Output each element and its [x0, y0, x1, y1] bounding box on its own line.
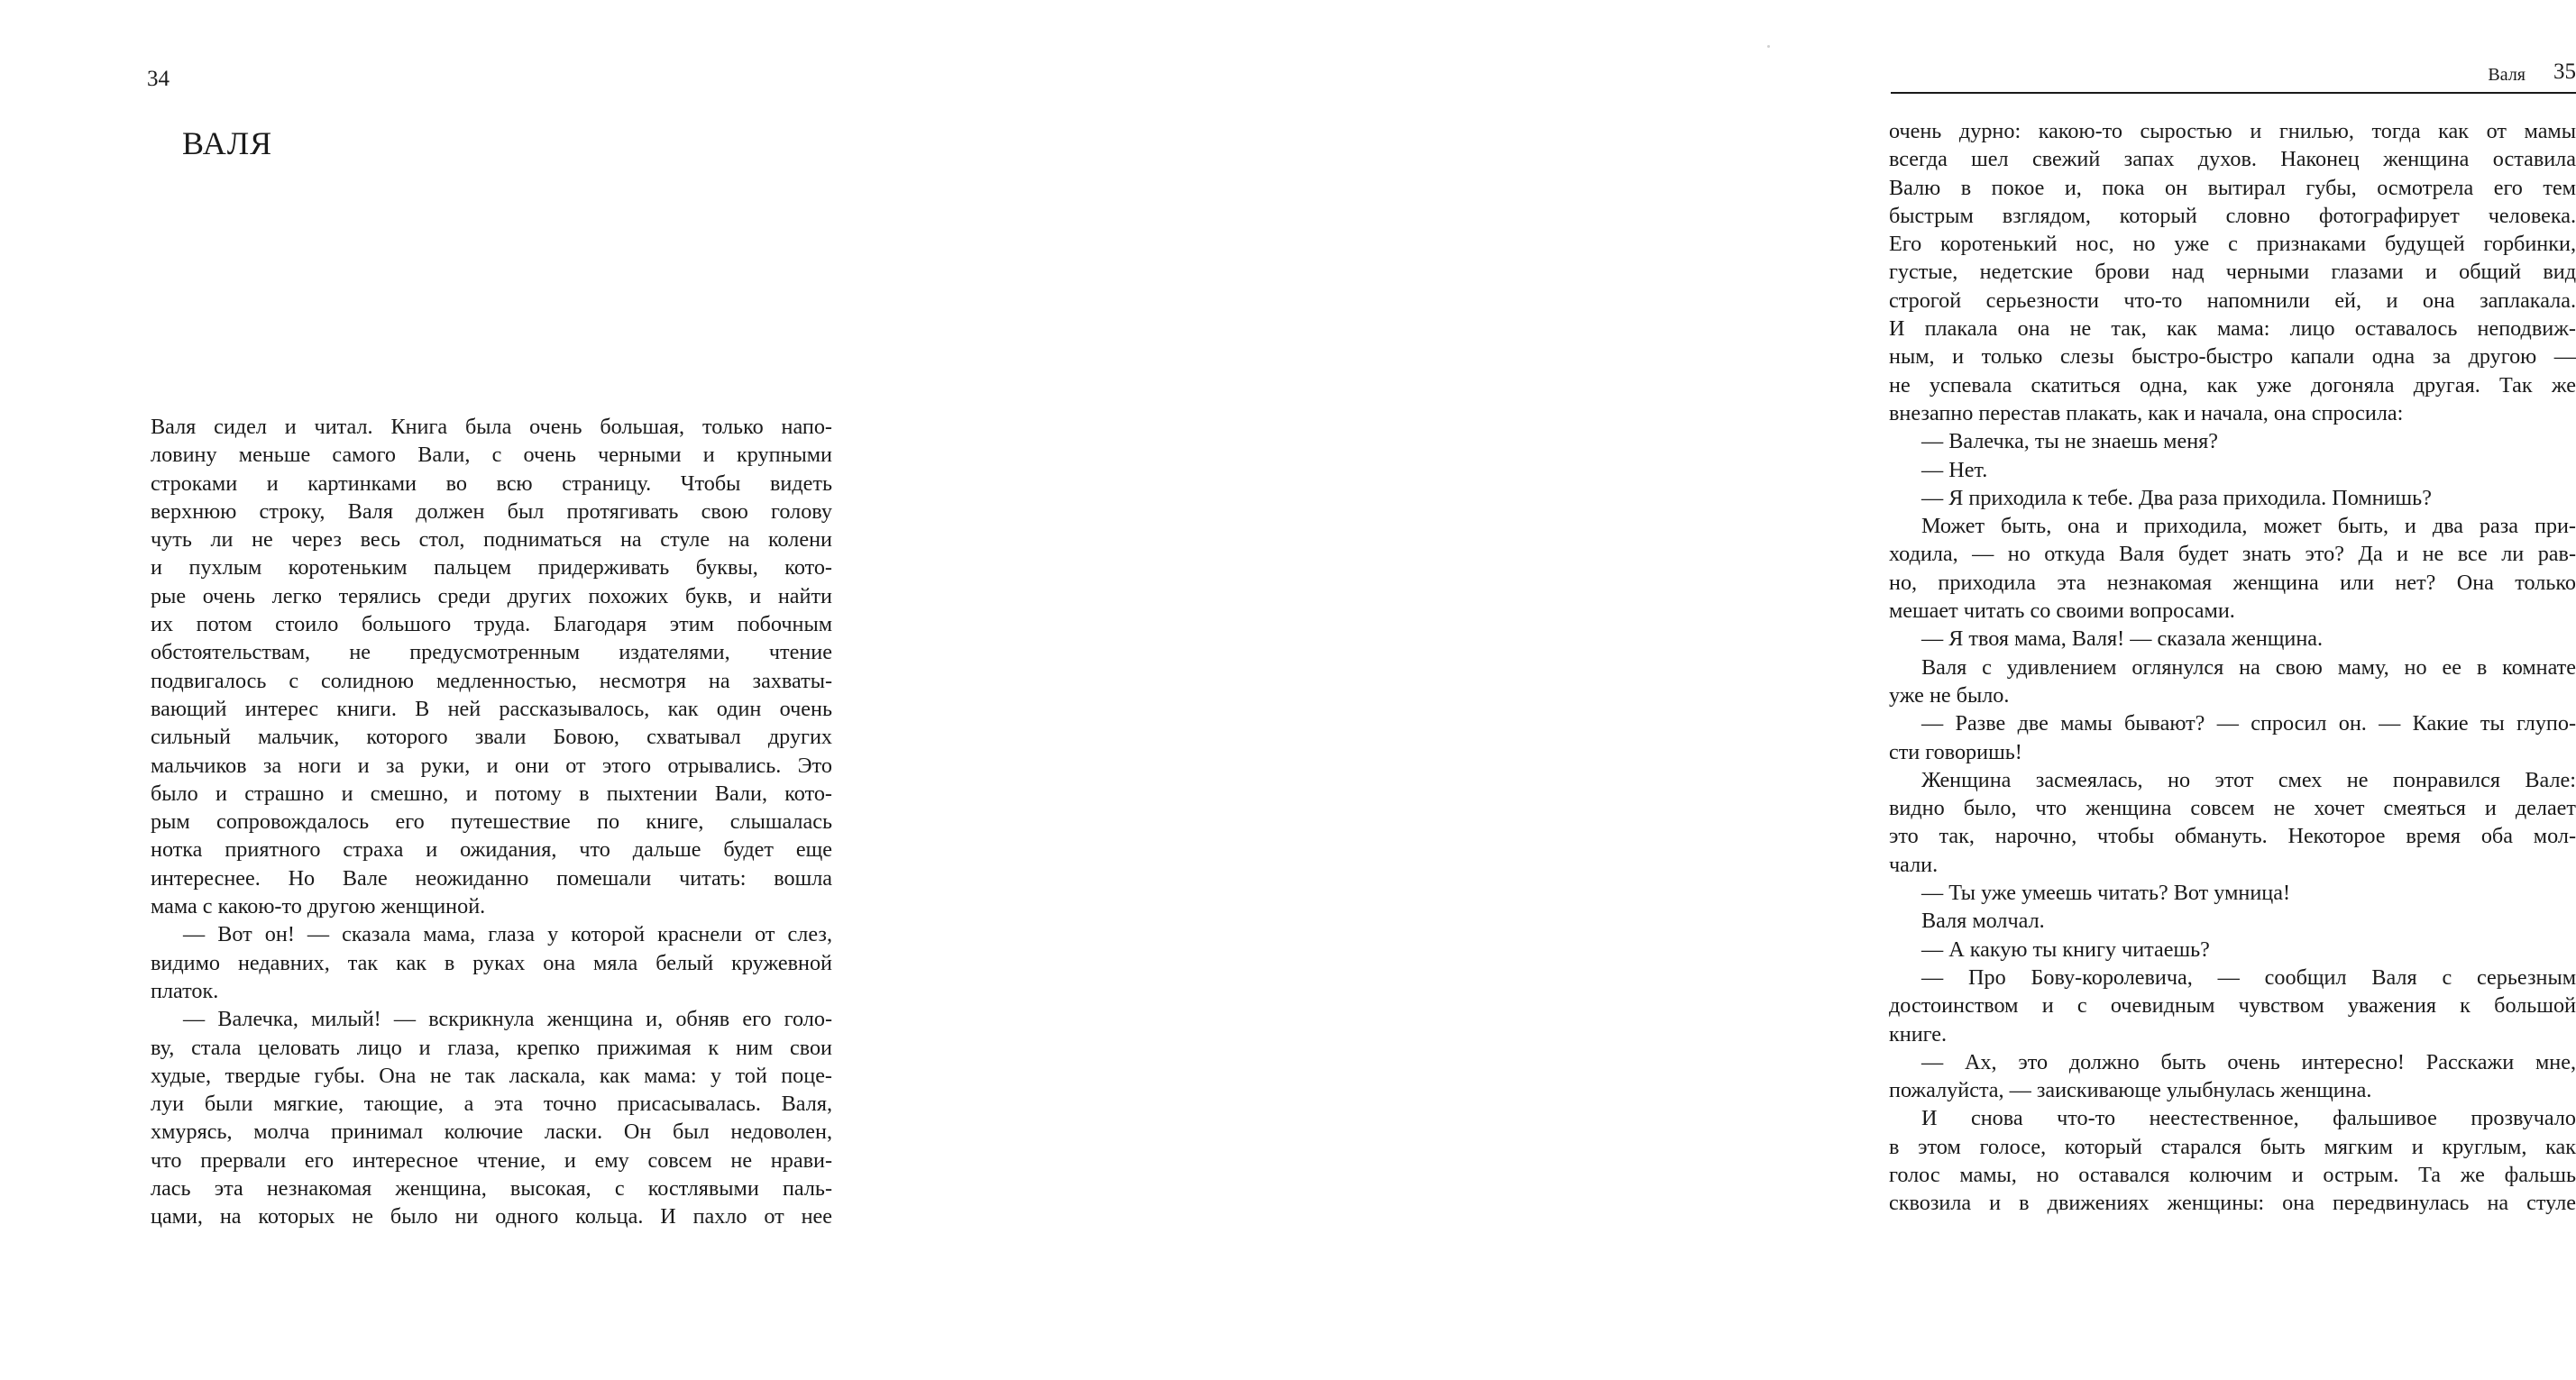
text-line: это так, нарочно, чтобы обмануть. Некоторое время оба мол-	[1889, 824, 2576, 849]
left-page	[0, 0, 902, 1380]
page-number: 35	[2553, 59, 2576, 84]
text-line: Может быть, она и приходила, может быть, и два раза при-	[1921, 514, 2576, 539]
text-line: — А какую ты книгу читаешь?	[1921, 937, 2210, 962]
text-line: — Разве две мамы бывают? — спросил он. — Какие ты глупо-	[1921, 711, 2576, 736]
text-line: ву, стала целовать лицо и глаза, крепко прижимая к ним свои	[151, 1035, 832, 1060]
text-line: чали.	[1889, 852, 1939, 877]
text-line: внезапно перестав плакать, как и начала, она спросила:	[1889, 400, 2404, 425]
text-line: худые, твердые губы. Она не так ласкала, как мама: у той поце-	[151, 1063, 832, 1088]
text-line: пожалуйста, — заискивающе улыбнулась женщина.	[1889, 1078, 2372, 1103]
text-line: Валя сидел и читал. Книга была очень большая, только напо-	[151, 415, 832, 439]
text-line: строгой серьезности что-то напомнили ей, и она заплакала.	[1889, 288, 2576, 313]
text-line: цами, на которых не было ни одного кольца. И пахло от нее	[151, 1204, 832, 1229]
text-line: нотка приятного страха и ожидания, что дальше будет еще	[151, 837, 832, 863]
running-head-title: Валя	[2488, 65, 2526, 85]
text-line: Его коротенький нос, но уже с признаками будущей горбинки,	[1889, 232, 2576, 257]
text-line: но, приходила эта незнакомая женщина или нет? Она только	[1889, 570, 2576, 595]
right-page-body-text	[1889, 117, 2576, 1218]
text-line: верхнюю строку, Валя должен был протягивать свою голову	[151, 498, 832, 524]
text-line: и пухлым коротеньким пальцем придерживать буквы, кото-	[151, 555, 832, 580]
text-line: И снова что-то неестественное, фальшивое прозвучало	[1921, 1106, 2576, 1131]
text-line: — Я приходила к тебе. Два раза приходила. Помнишь?	[1921, 485, 2432, 510]
text-line: — Валечка, ты не знаешь меня?	[1921, 429, 2219, 454]
text-line: сквозила и в движениях женщины: она передвинулась на стуле	[1889, 1191, 2576, 1216]
text-line: ловину меньше самого Вали, с очень черными и крупными	[151, 443, 832, 468]
text-line: видимо недавних, так как в руках она мяла белый кружевной	[151, 950, 832, 975]
text-line: ходила, — но откуда Валя будет знать это? Да и не все ли рав-	[1889, 542, 2576, 567]
text-line: чуть ли не через весь стол, подниматься на стуле на колени	[151, 527, 832, 553]
text-line: интереснее. Но Вале неожиданно помешали читать: вошла	[151, 865, 832, 891]
text-line: луи были мягкие, тающие, а эта точно присасывалась. Валя,	[151, 1092, 832, 1117]
text-line: Валя молчал.	[1921, 909, 2045, 934]
text-line: в этом голосе, который старался быть мягким и круглым, как	[1889, 1134, 2576, 1159]
text-line: книге.	[1889, 1021, 1948, 1046]
text-line: видно было, что женщина совсем не хочет смеяться и делает	[1889, 796, 2576, 821]
text-line: голос мамы, но оставался колючим и острым. Та же фальшь	[1889, 1162, 2576, 1187]
text-line: было и страшно и смешно, и потому в пыхтении Вали, кото-	[151, 781, 832, 806]
text-line: мама с какою-то другою женщиной.	[151, 894, 486, 919]
text-line: рым сопровождалось его путешествие по книге, слышалась	[151, 809, 832, 835]
left-page-body-text	[151, 413, 832, 1231]
text-line: их потом стоило большого труда. Благодаря этим побочным	[151, 612, 832, 637]
right-page	[902, 0, 2576, 1380]
text-line: мешает читать со своими вопросами.	[1889, 599, 2235, 624]
text-line: уже не было.	[1889, 682, 2010, 708]
text-line: вающий интерес книги. В ней рассказывалось, как один очень	[151, 696, 832, 721]
text-line: — Я твоя мама, Валя! — сказала женщина.	[1921, 626, 2324, 652]
page-number: 34	[147, 67, 170, 91]
text-line: лась эта незнакомая женщина, высокая, с костлявыми паль-	[151, 1176, 832, 1202]
text-line: строками и картинками во всю страницу. Чтобы видеть	[151, 471, 832, 496]
scan-speck	[1767, 45, 1770, 48]
text-line: рые очень легко терялись среди других похожих букв, и найти	[151, 583, 832, 608]
running-head	[1891, 56, 2576, 94]
text-line: густые, недетские брови над черными глазами и общий вид	[1889, 260, 2576, 285]
text-line: достоинством и с очевидным чувством уважения к большой	[1889, 993, 2576, 1019]
text-line: очень дурно: какою-то сыростью и гнилью, тогда как от мамы	[1889, 119, 2576, 143]
chapter-title: ВАЛЯ	[182, 125, 273, 161]
text-line: сти говоришь!	[1889, 739, 2022, 764]
text-line: мальчиков за ноги и за руки, и они от этого отрывались. Это	[151, 753, 832, 778]
text-line: что прервали его интересное чтение, и ему совсем не нрави-	[151, 1147, 832, 1173]
text-line: быстрым взглядом, который словно фотографирует человека.	[1889, 203, 2576, 228]
text-line: обстоятельствам, не предусмотренным издателями, чтение	[151, 640, 832, 665]
text-line: ным, и только слезы быстро-быстро капали одна за другою —	[1889, 344, 2576, 370]
text-line: — Валечка, милый! — вскрикнула женщина и, обняв его голо-	[183, 1007, 832, 1032]
text-line: подвигалось с солидною медленностью, несмотря на захваты-	[151, 668, 832, 693]
text-line: — Про Бову-королевича, — сообщил Валя с серьезным	[1921, 964, 2576, 990]
text-line: Валю в покое и, пока он вытирал губы, осмотрела его тем	[1889, 175, 2576, 200]
text-line: — Нет.	[1921, 457, 1988, 482]
text-line: Валя с удивлением оглянулся на свою маму, но ее в комнате	[1921, 654, 2576, 680]
text-line: хмурясь, молча принимал колючие ласки. Он был недоволен,	[151, 1120, 832, 1145]
text-line: платок.	[151, 978, 219, 1003]
text-line: Женщина засмеялась, но этот смех не понравился Вале:	[1921, 767, 2576, 792]
text-line: не успевала скатиться одна, как уже догоняла другая. Так же	[1889, 372, 2576, 398]
text-line: всегда шел свежий запах духов. Наконец женщина оставила	[1889, 147, 2576, 172]
text-line: — Ах, это должно быть очень интересно! Расскажи мне,	[1921, 1049, 2576, 1074]
text-line: И плакала она не так, как мама: лицо оставалось неподвиж-	[1889, 316, 2576, 342]
text-line: — Ты уже умеешь читать? Вот умница!	[1921, 881, 2291, 906]
text-line: сильный мальчик, которого звали Бовою, схватывал других	[151, 725, 832, 750]
text-line: — Вот он! — сказала мама, глаза у которой краснели от слез,	[183, 922, 832, 947]
